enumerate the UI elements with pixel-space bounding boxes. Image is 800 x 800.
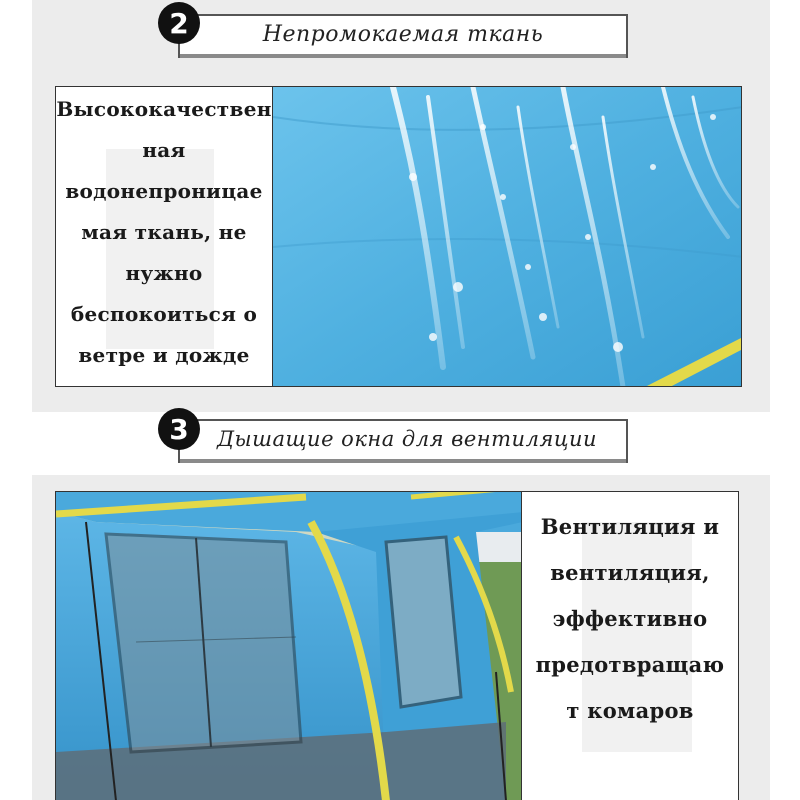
section-3-title: Дышащие окна для вентиляции bbox=[216, 427, 598, 451]
waterproof-fabric-photo bbox=[272, 86, 742, 387]
ventilation-window-photo bbox=[55, 491, 522, 800]
tent-window-illustration bbox=[56, 492, 522, 800]
description-line: предотвращаю bbox=[535, 652, 725, 677]
section-2-description bbox=[55, 89, 273, 376]
description-line: ветре и дожде bbox=[78, 343, 250, 367]
description-line: мая ткань, не bbox=[81, 220, 247, 244]
section-2-heading bbox=[178, 14, 628, 58]
description-line: беспокоиться о bbox=[70, 302, 258, 326]
section-2-title: Непромокаемая ткань bbox=[262, 22, 544, 47]
section-3-heading bbox=[178, 419, 628, 463]
description-line: нужно bbox=[125, 261, 203, 285]
section-3-number-badge: 3 bbox=[158, 408, 200, 450]
description-line: вентиляция, bbox=[550, 560, 710, 585]
waterproof-fabric-illustration bbox=[273, 87, 742, 387]
description-line: эффективно bbox=[552, 606, 708, 631]
description-line: ная bbox=[142, 138, 186, 162]
section-2-number-badge: 2 bbox=[158, 2, 200, 44]
section-3-description bbox=[521, 504, 739, 734]
description-line: Высококачествен bbox=[56, 97, 272, 121]
description-line: Вентиляция и bbox=[540, 514, 720, 539]
description-line: водонепроницае bbox=[65, 179, 263, 203]
description-line: т комаров bbox=[566, 698, 694, 723]
